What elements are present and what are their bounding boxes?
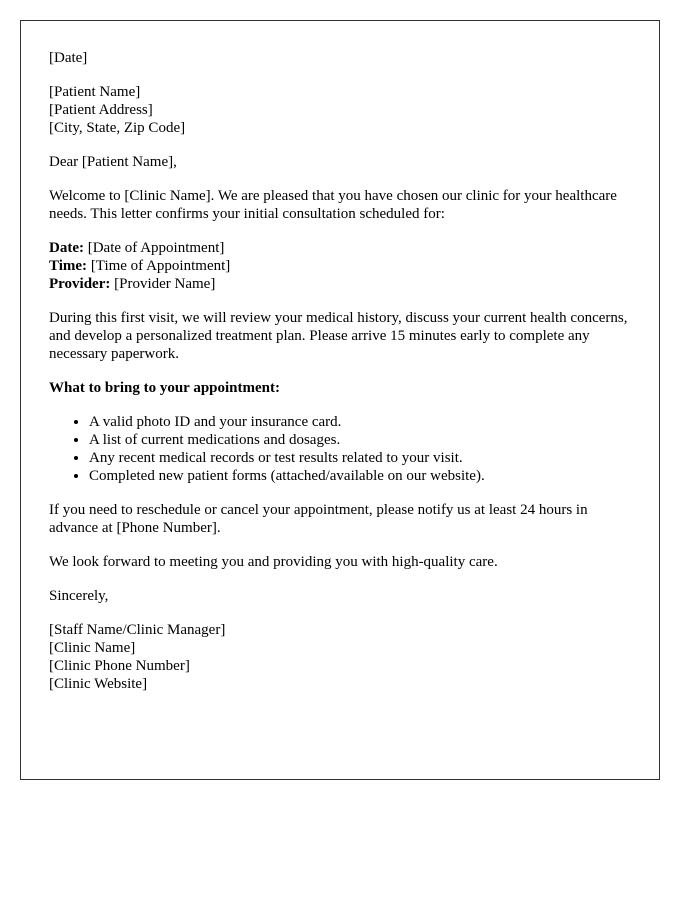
recipient-name: [Patient Name] (49, 84, 141, 100)
recipient-address: [Patient Address] (49, 102, 153, 118)
appointment-date-line (49, 239, 631, 257)
signoff: Sincerely, (49, 588, 109, 604)
bring-list-item: • Completed new patient forms (attached/available on our website). (89, 467, 631, 485)
signature-clinic-website: [Clinic Website] (49, 676, 148, 692)
intro-paragraph: Welcome to [Clinic Name]. We are pleased that you have chosen our clinic for your healthcare needs. This letter confirms your initial consultation scheduled for: (49, 188, 617, 222)
visit-paragraph: During this first visit, we will review your medical history, discuss your current health concerns, and develop a personalized treatment plan. Please arrive 15 minutes early to complete any necessary paperwork. (49, 310, 628, 362)
appointment-provider-label: Provider: (49, 276, 111, 292)
letter-page (20, 20, 660, 780)
appointment-time-value: [Time of Appointment] (87, 258, 231, 274)
appointment-details (49, 239, 631, 293)
bring-heading: What to bring to your appointment: (49, 380, 280, 396)
signature-clinic-name: [Clinic Name] (49, 640, 136, 656)
recipient-city-state-zip: [City, State, Zip Code] (49, 120, 186, 136)
bring-list-item: • Any recent medical records or test results related to your visit. (89, 449, 631, 467)
recipient-block (49, 83, 631, 137)
closing-paragraph: We look forward to meeting you and providing you with high-quality care. (49, 554, 498, 570)
salutation: Dear [Patient Name], (49, 154, 177, 170)
bring-list-item: • A valid photo ID and your insurance card. (89, 413, 631, 431)
signature-block (49, 621, 631, 693)
letter-date: [Date] (49, 50, 88, 66)
appointment-time-line (49, 257, 631, 275)
appointment-date-label: Date: (49, 240, 84, 256)
signature-clinic-phone: [Clinic Phone Number] (49, 658, 190, 674)
reschedule-paragraph: If you need to reschedule or cancel your appointment, please notify us at least 24 hours in advance at [Phone Number]. (49, 502, 588, 536)
signature-staff: [Staff Name/Clinic Manager] (49, 622, 226, 638)
appointment-provider-value: [Provider Name] (110, 276, 216, 292)
appointment-provider-line (49, 275, 631, 293)
bring-list (49, 413, 631, 485)
bring-list-item: • A list of current medications and dosages. (89, 431, 631, 449)
appointment-date-value: [Date of Appointment] (83, 240, 225, 256)
appointment-time-label: Time: (49, 258, 88, 274)
